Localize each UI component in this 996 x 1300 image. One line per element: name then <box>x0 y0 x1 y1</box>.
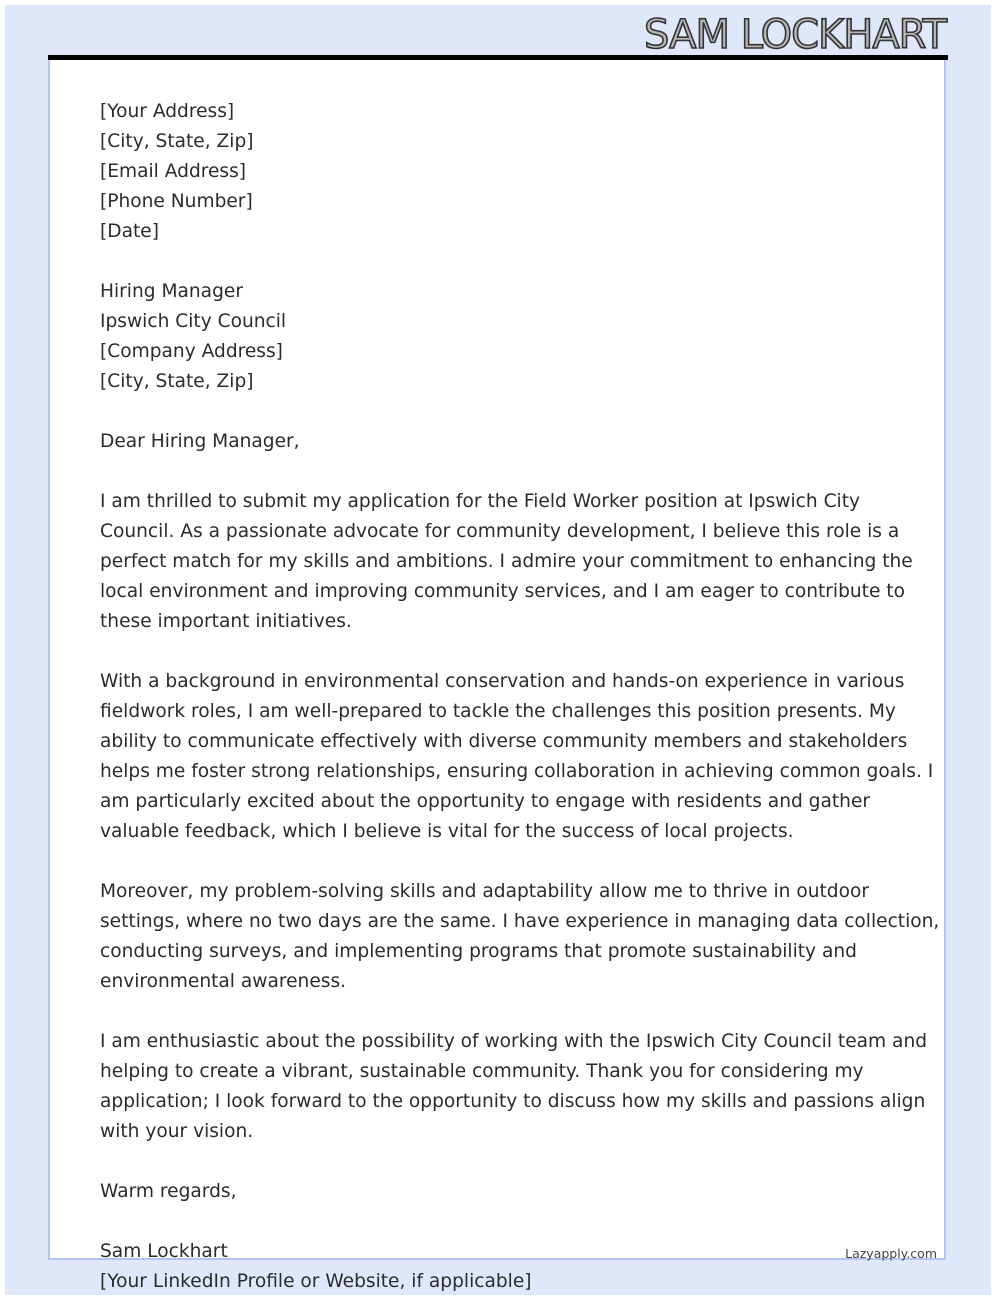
paragraph-line: environmental awareness. <box>100 971 347 992</box>
watermark: Lazyapply.com <box>845 1246 937 1261</box>
body-paragraph-1 <box>100 487 913 637</box>
salutation: Dear Hiring Manager, <box>100 431 300 452</box>
cover-letter-body <box>100 97 940 1297</box>
paragraph-line: ability to communicate effectively with diverse community members and stakeholders <box>100 731 908 752</box>
paragraph-line: these important initiatives. <box>100 611 352 632</box>
paragraph-line: application; I look forward to the opportunity to discuss how my skills and passions align <box>100 1091 926 1112</box>
sender-address: [Your Address] <box>100 101 235 122</box>
paragraph-line: fieldwork roles, I am well-prepared to tackle the challenges this position presents. My <box>100 701 896 722</box>
paragraph-line: I am thrilled to submit my application for the Field Worker position at Ipswich City <box>100 491 861 512</box>
paragraph-line: helps me foster strong relationships, ensuring collaboration in achieving common goals. I <box>100 761 934 782</box>
paragraph-line: am particularly excited about the opportunity to engage with residents and gather <box>100 791 871 812</box>
paragraph-line: perfect match for my skills and ambitions. I admire your commitment to enhancing the <box>100 551 913 572</box>
body-paragraph-2 <box>100 667 934 847</box>
paragraph-line: I am enthusiastic about the possibility of working with the Ipswich City Council team and <box>100 1031 928 1052</box>
closing: Warm regards, <box>100 1181 237 1202</box>
recipient-company: Ipswich City Council <box>100 311 287 332</box>
signature-name: Sam Lockhart <box>100 1241 228 1262</box>
body-paragraph-4 <box>100 1027 928 1147</box>
sender-email: [Email Address] <box>100 161 247 182</box>
sender-city-state-zip: [City, State, Zip] <box>100 131 254 152</box>
paragraph-line: local environment and improving community services, and I am eager to contribute to <box>100 581 905 602</box>
body-paragraph-3 <box>100 877 940 997</box>
signature-link: [Your LinkedIn Profile or Website, if applicable] <box>100 1271 532 1292</box>
paragraph-line: valuable feedback, which I believe is vital for the success of local projects. <box>100 821 794 842</box>
recipient-block <box>100 277 900 397</box>
paragraph-line: Council. As a passionate advocate for community development, I believe this role is a <box>100 521 900 542</box>
letter-date: [Date] <box>100 221 159 242</box>
paragraph-line: Moreover, my problem-solving skills and adaptability allow me to thrive in outdoor <box>100 881 869 902</box>
recipient-address: [Company Address] <box>100 341 283 362</box>
paragraph-line: conducting surveys, and implementing programs that promote sustainability and <box>100 941 857 962</box>
paragraph-line: settings, where no two days are the same. I have experience in managing data collection, <box>100 911 940 932</box>
paragraph-line: with your vision. <box>100 1121 254 1142</box>
recipient-city-state-zip: [City, State, Zip] <box>100 371 254 392</box>
paragraph-line: helping to create a vibrant, sustainable community. Thank you for considering my <box>100 1061 864 1082</box>
sender-block <box>100 97 900 247</box>
recipient-title: Hiring Manager <box>100 281 243 302</box>
paragraph-line: With a background in environmental conservation and hands-on experience in various <box>100 671 905 692</box>
sender-phone: [Phone Number] <box>100 191 253 212</box>
applicant-name-title: SAM LOCKHART <box>644 12 946 58</box>
